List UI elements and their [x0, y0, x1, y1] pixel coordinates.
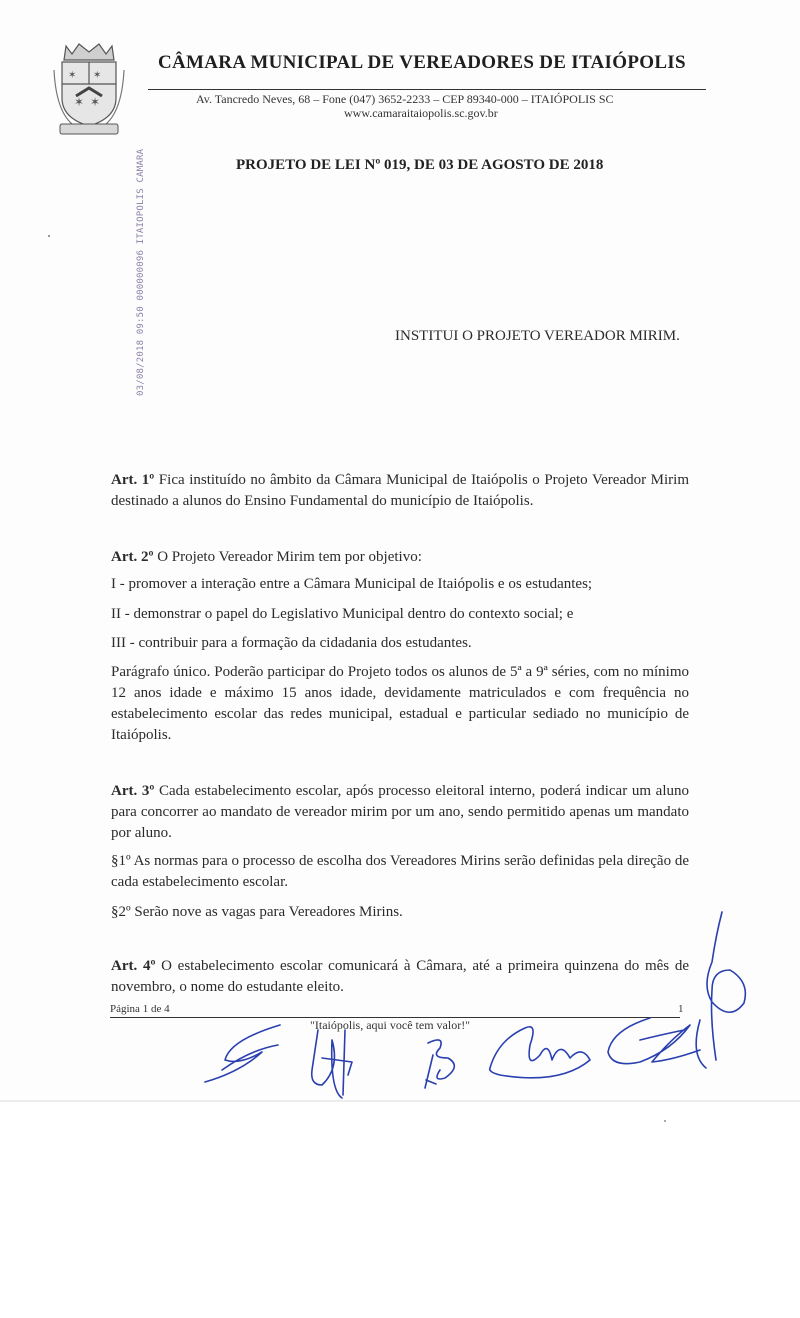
article-1-label: Art. 1º — [111, 472, 155, 488]
svg-text:✶: ✶ — [90, 95, 101, 109]
chamber-address: Av. Tancredo Neves, 68 – Fone (047) 3652-2233 – CEP 89340-000 – ITAIÓPOLIS SC — [196, 92, 614, 106]
article-1 — [111, 470, 689, 512]
article-2-text: O Projeto Vereador Mirim tem por objetivo: — [153, 549, 422, 565]
article-2 — [111, 547, 689, 568]
signatures — [0, 900, 800, 1110]
signature-1 — [205, 1025, 280, 1082]
article-4-text: O estabelecimento escolar comunicará à Câmara, até a primeira quinzena do mês de novembro, o nome do estudante eleito. — [111, 958, 689, 995]
article-2-item-1: I - promover a interação entre a Câmara Municipal de Itaiópolis e os estudantes; — [111, 576, 593, 592]
signature-6 — [696, 912, 745, 1068]
coat-of-arms-icon — [52, 40, 126, 136]
article-2-item-3: III - contribuir para a formação da cidadania dos estudantes. — [111, 635, 472, 651]
scan-mark — [664, 1120, 666, 1122]
protocol-stamp-text: 03/08/2018 09:50 000000096 ITAIOPOLIS CAMARA — [136, 148, 146, 396]
article-3-paragraph-2: §2º Serão nove as vagas para Vereadores Mirins. — [111, 904, 403, 920]
article-3-label: Art. 3º — [111, 783, 155, 799]
bill-ementa: INSTITUI O PROJETO VEREADOR MIRIM. — [395, 328, 680, 344]
bill-title: PROJETO DE LEI Nº 019, DE 03 DE AGOSTO DE 2018 — [236, 157, 604, 173]
svg-text:✶: ✶ — [68, 70, 77, 81]
scan-speck — [48, 235, 50, 237]
article-4-label: Art. 4º — [111, 958, 156, 974]
article-3-paragraph-1: §1º As normas para o processo de escolha dos Vereadores Mirins serão definidas pela direção de cada estabelecimento escolar. — [111, 853, 689, 890]
svg-text:✶: ✶ — [74, 95, 85, 109]
signature-5 — [608, 1018, 700, 1064]
protocol-stamp — [132, 148, 156, 402]
article-3 — [111, 781, 689, 844]
chamber-website: www.camaraitaiopolis.sc.gov.br — [344, 106, 498, 120]
page-number: 1 — [678, 1003, 684, 1015]
svg-text:✶: ✶ — [93, 70, 102, 81]
page-edge — [0, 1100, 800, 1102]
article-2-label: Art. 2º — [111, 549, 154, 565]
article-3-text: Cada estabelecimento escolar, após processo eleitoral interno, poderá indicar um aluno para concorrer ao mandato de vereador mirim por um ano, sendo permitido apenas um mandato por aluno. — [111, 783, 690, 841]
article-1-text: Fica instituído no âmbito da Câmara Municipal de Itaiópolis o Projeto Vereador Mirim destinado a alunos do Ensino Fundamental do município de Itaiópolis. — [111, 472, 689, 509]
article-2-sole-paragraph: Parágrafo único. Poderão participar do Projeto todos os alunos de 5ª a 9ª séries, com no mínimo 12 anos idade e máximo 15 anos idade, devidamente matriculados e com frequência no estabelecimento escolar das redes municipal, estadual e particular sediado no município de Itaiópolis. — [111, 664, 689, 743]
signature-4 — [490, 1027, 590, 1078]
signature-2 — [312, 1030, 352, 1098]
city-slogan: "Itaiópolis, aqui você tem valor!" — [310, 1018, 471, 1032]
article-2-item-2: II - demonstrar o papel do Legislativo Municipal dentro do contexto social; e — [111, 606, 574, 622]
header-divider — [148, 89, 706, 90]
chamber-name: CÂMARA MUNICIPAL DE VEREADORES DE ITAIÓPOLIS — [158, 52, 686, 73]
page-counter: Página 1 de 4 — [110, 1003, 170, 1015]
signature-3 — [425, 1040, 454, 1088]
